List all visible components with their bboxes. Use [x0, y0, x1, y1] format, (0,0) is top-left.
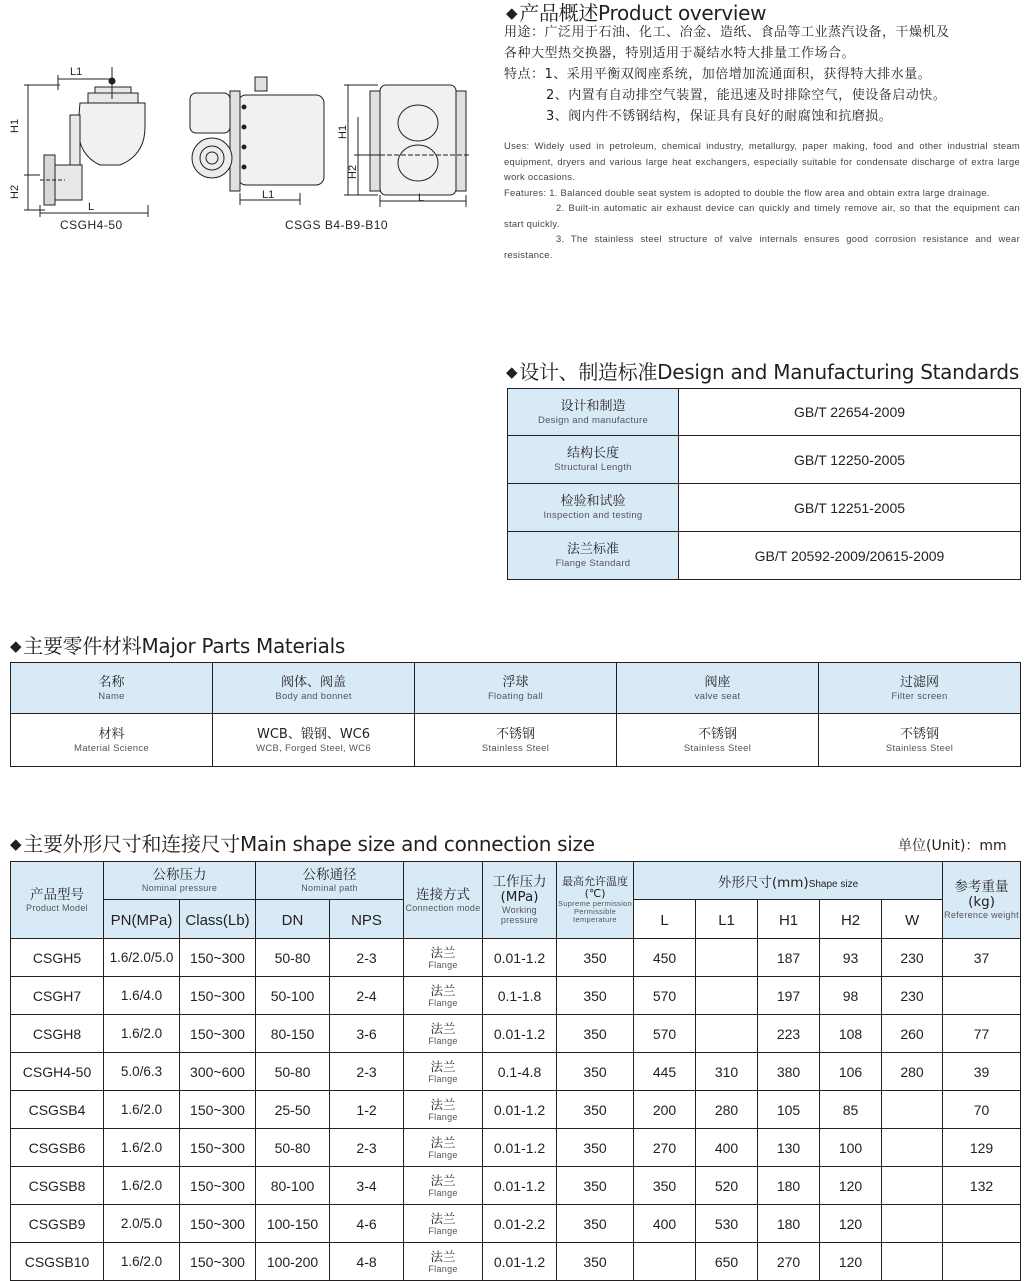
pn-cell: 1.6/2.0 — [104, 1091, 180, 1129]
temp-cell: 350 — [557, 977, 634, 1015]
w-cell: 230 — [882, 939, 943, 977]
model-cell: CSGSB4 — [11, 1091, 104, 1129]
table-row — [11, 1053, 1021, 1091]
model-cell: CSGSB6 — [11, 1129, 104, 1167]
temp-cell: 350 — [557, 1167, 634, 1205]
overview-english-text: Uses: Widely used in petroleum, chemical industry, metallurgy, paper making, food and other industrial steam equipment, dryers and various large heat exchangers, especially suitable for condensate discharge of extra large work occasions. Features: 1. Balanced double seat system is adopted to double the flow area and obtain extra large drainage. 2. Built-in automatic air exhaust device can quickly and timely remove air, so that the equipment can start quickly. 3. The stainless steel structure of valve internals ensures good corrosion resistance and wear resistance. — [504, 140, 1020, 260]
class-cell: 150~300 — [180, 1205, 256, 1243]
material-cell: 材料 — [98, 726, 125, 742]
material-header-en: valve seat — [694, 690, 741, 702]
dn-cell: 50-80 — [256, 1129, 330, 1167]
standard-name: 结构长度 — [566, 446, 619, 461]
l1-cell — [696, 977, 758, 1015]
material-header-en: Filter screen — [891, 690, 948, 702]
model-cell: CSGSB8 — [11, 1167, 104, 1205]
table-row — [11, 1243, 1021, 1281]
header-weight-unit: (kg) — [968, 894, 995, 910]
table-row — [11, 1091, 1021, 1129]
dimensions-table — [10, 861, 1021, 1281]
work-cell: 0.1-4.8 — [483, 1053, 557, 1091]
connection-cell — [404, 1243, 483, 1281]
h2-cell: 120 — [820, 1205, 882, 1243]
header-class: Class(Lb) — [185, 911, 250, 929]
l1-cell: 650 — [696, 1243, 758, 1281]
header-l1: L1 — [718, 911, 735, 929]
l-cell: 270 — [634, 1129, 696, 1167]
temp-cell: 350 — [557, 939, 634, 977]
front-dim-h2-label: H2 — [347, 164, 359, 179]
w-cell — [882, 1091, 943, 1129]
header-connection: 连接方式 — [416, 886, 471, 903]
standards-table — [507, 388, 1021, 580]
work-cell: 0.01-1.2 — [483, 1167, 557, 1205]
standard-name-en: Inspection and testing — [543, 510, 643, 521]
pn-cell: 1.6/4.0 — [104, 977, 180, 1015]
material-header: 过滤网 — [899, 674, 939, 690]
material-cell-en: Stainless Steel — [885, 742, 954, 754]
connection-zh: 法兰 — [430, 1059, 456, 1074]
h2-cell: 85 — [820, 1091, 882, 1129]
w-cell — [882, 1243, 943, 1281]
connection-cell — [404, 1205, 483, 1243]
dim-l-label: L — [88, 201, 95, 213]
connection-cell — [404, 1091, 483, 1129]
connection-en: Flange — [428, 1187, 458, 1198]
header-weight-en: Reference weight — [944, 910, 1019, 920]
standard-name-en: Flange Standard — [555, 558, 631, 569]
class-cell: 150~300 — [180, 1015, 256, 1053]
weight-cell — [943, 977, 1021, 1015]
header-model-en: Product Model — [26, 902, 88, 913]
header-w: W — [904, 911, 920, 929]
header-shape-size: 外形尺寸(mm) — [717, 874, 809, 891]
model-cell: CSGH4-50 — [11, 1053, 104, 1091]
weight-cell — [943, 1243, 1021, 1281]
header-model: 产品型号 — [30, 886, 84, 903]
header-nominal-pressure-en: Nominal pressure — [141, 883, 218, 893]
nps-cell: 1-2 — [330, 1091, 404, 1129]
l1-cell: 400 — [696, 1129, 758, 1167]
connection-zh: 法兰 — [430, 1021, 456, 1036]
model-cell: CSGH8 — [11, 1015, 104, 1053]
w-cell — [882, 1205, 943, 1243]
materials-header-row — [11, 663, 1021, 714]
dimensions-body — [11, 939, 1021, 1281]
materials-heading: ◆ 主要零件材料Major Parts Materials — [10, 634, 345, 658]
connection-cell — [404, 1129, 483, 1167]
material-header-en: Floating ball — [487, 690, 544, 702]
weight-cell: 70 — [943, 1091, 1021, 1129]
standard-name: 设计和制造 — [560, 398, 626, 414]
overview-heading: ◆ 产品概述Product overview — [506, 1, 767, 25]
class-cell: 300~600 — [180, 1053, 256, 1091]
header-h2: H2 — [840, 911, 861, 929]
header-nominal-pressure: 公称压力 — [152, 867, 207, 883]
dn-cell: 50-100 — [256, 977, 330, 1015]
h1-cell: 197 — [758, 977, 820, 1015]
material-cell-en: WCB, Forged Steel, WC6 — [256, 742, 371, 754]
header-connection-en: Connection mode — [405, 902, 481, 913]
dn-cell: 25-50 — [256, 1091, 330, 1129]
l1-cell: 530 — [696, 1205, 758, 1243]
pn-cell: 1.6/2.0 — [104, 1129, 180, 1167]
l1-cell — [696, 1015, 758, 1053]
l-cell — [634, 1243, 696, 1281]
trap-drawings — [0, 55, 480, 235]
h1-cell: 130 — [758, 1129, 820, 1167]
temp-cell: 350 — [557, 1205, 634, 1243]
connection-en: Flange — [428, 1035, 458, 1046]
right-drawing-caption: CSGS B4-B9-B10 — [285, 218, 389, 232]
table-row — [11, 1167, 1021, 1205]
work-cell: 0.01-1.2 — [483, 1243, 557, 1281]
weight-cell: 37 — [943, 939, 1021, 977]
dn-cell: 80-150 — [256, 1015, 330, 1053]
front-dim-h1-label: H1 — [337, 124, 349, 139]
l-cell: 445 — [634, 1053, 696, 1091]
material-header-en: Body and bonnet — [275, 690, 352, 702]
header-max-temp-en: Supreme permission Permissible temperature — [557, 899, 633, 924]
nps-cell: 2-4 — [330, 977, 404, 1015]
work-cell: 0.01-2.2 — [483, 1205, 557, 1243]
work-cell: 0.01-1.2 — [483, 1129, 557, 1167]
work-cell: 0.01-1.2 — [483, 939, 557, 977]
csgs-b-front-drawing — [344, 85, 470, 207]
table-row — [11, 1129, 1021, 1167]
connection-en: Flange — [428, 997, 458, 1008]
connection-en: Flange — [428, 1111, 458, 1122]
h2-cell: 98 — [820, 977, 882, 1015]
standard-name: 法兰标准 — [566, 542, 619, 557]
pn-cell: 1.6/2.0 — [104, 1167, 180, 1205]
dim-h2-label: H2 — [9, 184, 21, 199]
overview-chinese-text: 用途：广泛用于石油、化工、冶金、造纸、食品等工业蒸汽设备，干燥机及 各种大型热交换器，特别适用于凝结水特大排量工作场合。 特点：1、采用平衡双阀座系统，加倍增加流通面积，获得特大排水量。 2、内置有自动排空气装置，能迅速及时排除空气，使设备启动快。 3、阀内件不锈钢结构，保证具有良好的耐腐蚀和抗磨损。 — [504, 25, 950, 124]
table-row — [11, 939, 1021, 977]
unit-label: 单位(Unit)：mm — [898, 838, 1007, 854]
material-cell-en: Material Science — [73, 742, 150, 754]
w-cell — [882, 1167, 943, 1205]
header-working-unit: (MPa) — [500, 889, 539, 905]
header-working-pressure: 工作压力 — [492, 874, 547, 890]
connection-en: Flange — [428, 959, 458, 970]
standard-value: GB/T 20592-2009/20615-2009 — [679, 532, 1021, 580]
class-cell: 150~300 — [180, 1243, 256, 1281]
material-header: 名称 — [98, 674, 125, 690]
header-h1: H1 — [778, 911, 799, 929]
material-header: 浮球 — [502, 674, 529, 690]
header-working-en: Working pressure — [500, 905, 539, 925]
nps-cell: 3-4 — [330, 1167, 404, 1205]
h1-cell: 380 — [758, 1053, 820, 1091]
model-cell: CSGH7 — [11, 977, 104, 1015]
class-cell: 150~300 — [180, 939, 256, 977]
w-cell — [882, 1129, 943, 1167]
h1-cell: 187 — [758, 939, 820, 977]
material-header: 阀体、阀盖 — [280, 674, 346, 690]
dn-cell: 50-80 — [256, 939, 330, 977]
temp-cell: 350 — [557, 1243, 634, 1281]
standard-value: GB/T 22654-2009 — [679, 389, 1021, 436]
dn-cell: 50-80 — [256, 1053, 330, 1091]
h1-cell: 105 — [758, 1091, 820, 1129]
class-cell: 150~300 — [180, 1091, 256, 1129]
h2-cell: 106 — [820, 1053, 882, 1091]
l-cell: 200 — [634, 1091, 696, 1129]
pn-cell: 1.6/2.0 — [104, 1243, 180, 1281]
material-cell: 不锈钢 — [697, 726, 737, 742]
temp-cell: 350 — [557, 1091, 634, 1129]
weight-cell: 132 — [943, 1167, 1021, 1205]
standard-name-en: Structural Length — [554, 462, 632, 473]
material-header-en: Name — [98, 690, 125, 702]
materials-row — [11, 714, 1021, 767]
l-cell: 400 — [634, 1205, 696, 1243]
pn-cell: 1.6/2.0 — [104, 1015, 180, 1053]
work-cell: 0.1-1.8 — [483, 977, 557, 1015]
class-cell: 150~300 — [180, 1167, 256, 1205]
class-cell: 150~300 — [180, 977, 256, 1015]
connection-zh: 法兰 — [430, 945, 456, 960]
temp-cell: 350 — [557, 1053, 634, 1091]
material-cell: WCB、锻钢、WC6 — [256, 726, 371, 742]
pn-cell: 5.0/6.3 — [104, 1053, 180, 1091]
table-row — [11, 977, 1021, 1015]
connection-en: Flange — [428, 1073, 458, 1084]
header-pn: PN(MPa) — [110, 911, 173, 929]
w-cell: 280 — [882, 1053, 943, 1091]
temp-cell: 350 — [557, 1129, 634, 1167]
standards-heading: ◆ 设计、制造标准Design and Manufacturing Standards — [506, 360, 1019, 384]
connection-en: Flange — [428, 1149, 458, 1160]
standards-row — [508, 532, 1021, 580]
h2-cell: 100 — [820, 1129, 882, 1167]
side-dim-l1-label: L1 — [262, 189, 275, 201]
header-shape-size-en: Shape size — [808, 878, 859, 890]
temp-cell: 350 — [557, 1015, 634, 1053]
standards-row — [508, 389, 1021, 436]
h1-cell: 270 — [758, 1243, 820, 1281]
connection-zh: 法兰 — [430, 1173, 456, 1188]
standards-row — [508, 484, 1021, 532]
header-nps: NPS — [351, 911, 382, 929]
work-cell: 0.01-1.2 — [483, 1015, 557, 1053]
nps-cell: 2-3 — [330, 939, 404, 977]
dim-l1-label: L1 — [70, 66, 83, 78]
h1-cell: 180 — [758, 1205, 820, 1243]
weight-cell: 129 — [943, 1129, 1021, 1167]
connection-zh: 法兰 — [430, 1135, 456, 1150]
weight-cell — [943, 1205, 1021, 1243]
standard-value: GB/T 12250-2005 — [679, 436, 1021, 484]
dn-cell: 80-100 — [256, 1167, 330, 1205]
material-cell: 不锈钢 — [899, 726, 939, 742]
h2-cell: 93 — [820, 939, 882, 977]
model-cell: CSGSB10 — [11, 1243, 104, 1281]
dimensions-heading: ◆ 主要外形尺寸和连接尺寸Main shape size and connection size — [10, 832, 595, 856]
connection-en: Flange — [428, 1225, 458, 1236]
l1-cell — [696, 939, 758, 977]
connection-cell — [404, 977, 483, 1015]
h1-cell: 223 — [758, 1015, 820, 1053]
connection-zh: 法兰 — [430, 1097, 456, 1112]
nps-cell: 2-3 — [330, 1129, 404, 1167]
l-cell: 570 — [634, 977, 696, 1015]
connection-zh: 法兰 — [430, 983, 456, 998]
standards-row — [508, 436, 1021, 484]
connection-cell — [404, 939, 483, 977]
dn-cell: 100-200 — [256, 1243, 330, 1281]
connection-cell — [404, 1053, 483, 1091]
material-cell-en: Stainless Steel — [481, 742, 550, 754]
table-row — [11, 1205, 1021, 1243]
header-nominal-path-en: Nominal path — [301, 883, 358, 893]
w-cell: 230 — [882, 977, 943, 1015]
l1-cell: 280 — [696, 1091, 758, 1129]
csgs-b-side-drawing — [190, 77, 324, 205]
dimensions-header-row-1 — [11, 862, 1021, 900]
csgh4-50-drawing — [24, 67, 148, 217]
header-weight: 参考重量 — [954, 879, 1009, 895]
model-cell: CSGSB9 — [11, 1205, 104, 1243]
material-cell-en: Stainless Steel — [683, 742, 752, 754]
connection-en: Flange — [428, 1263, 458, 1274]
class-cell: 150~300 — [180, 1129, 256, 1167]
header-l: L — [660, 911, 669, 929]
table-row — [11, 1015, 1021, 1053]
standard-name: 检验和试验 — [560, 494, 626, 509]
l1-cell: 310 — [696, 1053, 758, 1091]
standard-name-en: Design and manufacture — [537, 414, 649, 426]
l1-cell: 520 — [696, 1167, 758, 1205]
left-drawing-caption: CSGH4-50 — [60, 218, 123, 232]
header-max-temp: 最高允许温度(℃) — [562, 875, 629, 900]
nps-cell: 3-6 — [330, 1015, 404, 1053]
l-cell: 570 — [634, 1015, 696, 1053]
connection-cell — [404, 1015, 483, 1053]
materials-table — [10, 662, 1021, 767]
connection-zh: 法兰 — [430, 1249, 456, 1264]
h2-cell: 120 — [820, 1167, 882, 1205]
nps-cell: 4-8 — [330, 1243, 404, 1281]
pn-cell: 2.0/5.0 — [104, 1205, 180, 1243]
nps-cell: 2-3 — [330, 1053, 404, 1091]
l-cell: 450 — [634, 939, 696, 977]
material-cell: 不锈钢 — [495, 726, 535, 742]
h1-cell: 180 — [758, 1167, 820, 1205]
header-nominal-path: 公称通径 — [302, 867, 357, 883]
connection-zh: 法兰 — [430, 1211, 456, 1226]
weight-cell: 77 — [943, 1015, 1021, 1053]
pn-cell: 1.6/2.0/5.0 — [104, 939, 180, 977]
dim-h1-label: H1 — [9, 118, 21, 133]
h2-cell: 120 — [820, 1243, 882, 1281]
weight-cell: 39 — [943, 1053, 1021, 1091]
nps-cell: 4-6 — [330, 1205, 404, 1243]
dn-cell: 100-150 — [256, 1205, 330, 1243]
material-header: 阀座 — [704, 674, 731, 690]
l-cell: 350 — [634, 1167, 696, 1205]
header-dn: DN — [281, 911, 304, 929]
connection-cell — [404, 1167, 483, 1205]
standard-value: GB/T 12251-2005 — [679, 484, 1021, 532]
model-cell: CSGH5 — [11, 939, 104, 977]
w-cell: 260 — [882, 1015, 943, 1053]
front-dim-l-label: L — [418, 192, 425, 204]
work-cell: 0.01-1.2 — [483, 1091, 557, 1129]
h2-cell: 108 — [820, 1015, 882, 1053]
